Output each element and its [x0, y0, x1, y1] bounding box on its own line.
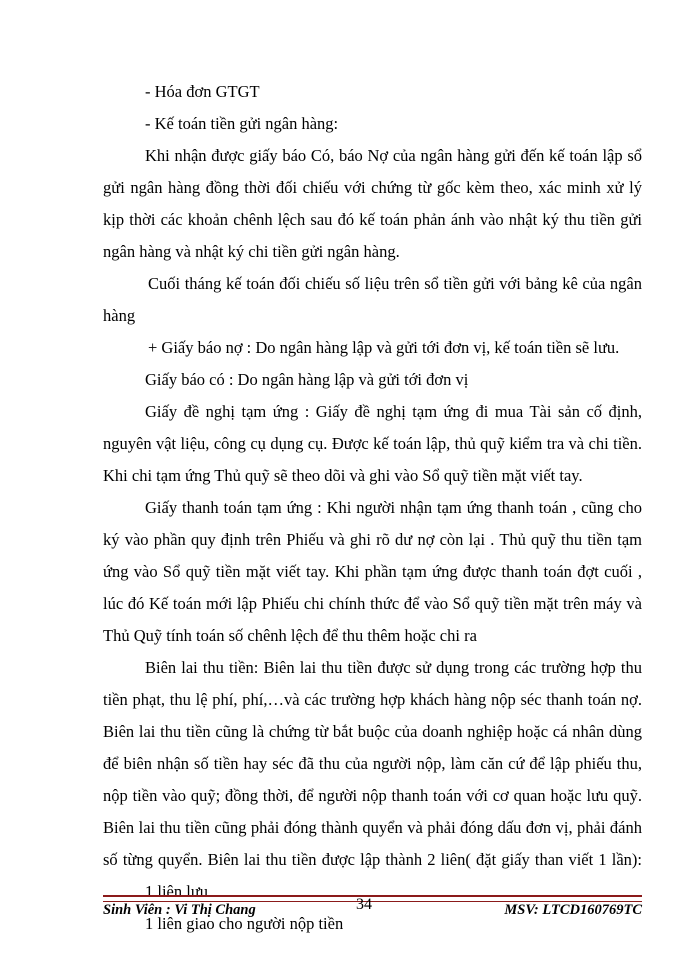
footer-student-name: Sinh Viên : Vi Thị Chang [103, 902, 256, 918]
paragraph-line: để biên nhận số tiền hay séc đã thu của người nộp, làm căn cứ để lập phiếu thu, [103, 754, 642, 773]
paragraph-line: gửi ngân hàng đồng thời đối chiếu với chứng từ gốc kèm theo, xác minh xử lý [103, 178, 642, 197]
paragraph-line: Giấy báo có : Do ngân hàng lập và gửi tới đơn vị [145, 370, 469, 389]
paragraph-line: Khi nhận được giấy báo Có, báo Nợ của ngân hàng gửi đến kế toán lập sổ [145, 146, 642, 165]
footer-divider [103, 895, 642, 902]
bullet-item: - Kế toán tiền gửi ngân hàng: [145, 114, 339, 133]
paragraph-line: ứng vào Sổ quỹ tiền mặt viết tay. Khi phần tạm ứng được thanh toán đợt cuối , [103, 562, 642, 581]
paragraph-line: Giấy thanh toán tạm ứng : Khi người nhận tạm ứng thanh toán , cũng cho [145, 498, 642, 517]
paragraph-line: ngân hàng và nhật ký chi tiền gửi ngân hàng. [103, 242, 400, 261]
footer-student-id: MSV: LTCD160769TC [504, 902, 642, 918]
paragraph-line: tiền phạt, thu lệ phí, phí,…và các trường hợp khách hàng nộp séc thanh toán nợ. [103, 690, 642, 709]
list-item: 1 liên lưu [145, 882, 209, 901]
paragraph-line: lúc đó Kế toán mới lập Phiếu chi chính thức để vào Sổ quỹ tiền mặt trên máy và [103, 594, 642, 613]
bullet-item: - Hóa đơn GTGT [145, 82, 260, 101]
paragraph-line: Biên lai thu tiền: Biên lai thu tiền được sử dụng trong các trường hợp thu [145, 658, 642, 677]
paragraph-line: Thủ Quỹ tính toán số chênh lệch để thu thêm hoặc chi ra [103, 626, 477, 645]
page-number: 34 [356, 896, 372, 913]
paragraph-line: nguyên vật liệu, công cụ dụng cụ. Được kế toán lập, thủ quỹ kiểm tra và chi tiền. [103, 434, 642, 453]
paragraph-line: nộp tiền vào quỹ; đồng thời, để người nộp thanh toán với cơ quan hoặc lưu quỹ. [103, 786, 642, 805]
paragraph-line: Khi chi tạm ứng Thủ quỹ sẽ theo dõi và ghi vào Sổ quỹ tiền mặt viết tay. [103, 466, 583, 485]
paragraph-line: kịp thời các khoản chênh lệch sau đó kế toán phản ánh vào nhật ký thu tiền gửi [103, 210, 642, 229]
paragraph-line: Cuối tháng kế toán đối chiếu số liệu trên sổ tiền gửi với bảng kê của ngân [148, 274, 642, 293]
paragraph-line: ký vào phần quy định trên Phiếu và ghi rõ dư nợ còn lại . Thủ quỹ thu tiền tạm [103, 530, 642, 549]
page-body [103, 76, 642, 940]
list-item: 1 liên giao cho người nộp tiền [145, 914, 344, 933]
paragraph-line: hàng [103, 306, 136, 325]
paragraph-line: Biên lai thu tiền cũng phải đóng thành quyển và phải đóng dấu đơn vị, phải đánh [103, 818, 642, 837]
paragraph-line: + Giấy báo nợ : Do ngân hàng lập và gửi tới đơn vị, kế toán tiền sẽ lưu. [148, 338, 620, 357]
paragraph-line: Giấy đề nghị tạm ứng : Giấy đề nghị tạm ứng đi mua Tài sản cố định, [145, 402, 642, 421]
paragraph-line: Biên lai thu tiền cũng là chứng từ bắt buộc của doanh nghiệp hoặc cá nhân dùng [103, 722, 642, 741]
paragraph-line: số từng quyển. Biên lai thu tiền được lập thành 2 liên( đặt giấy than viết 1 lần): [103, 850, 642, 869]
